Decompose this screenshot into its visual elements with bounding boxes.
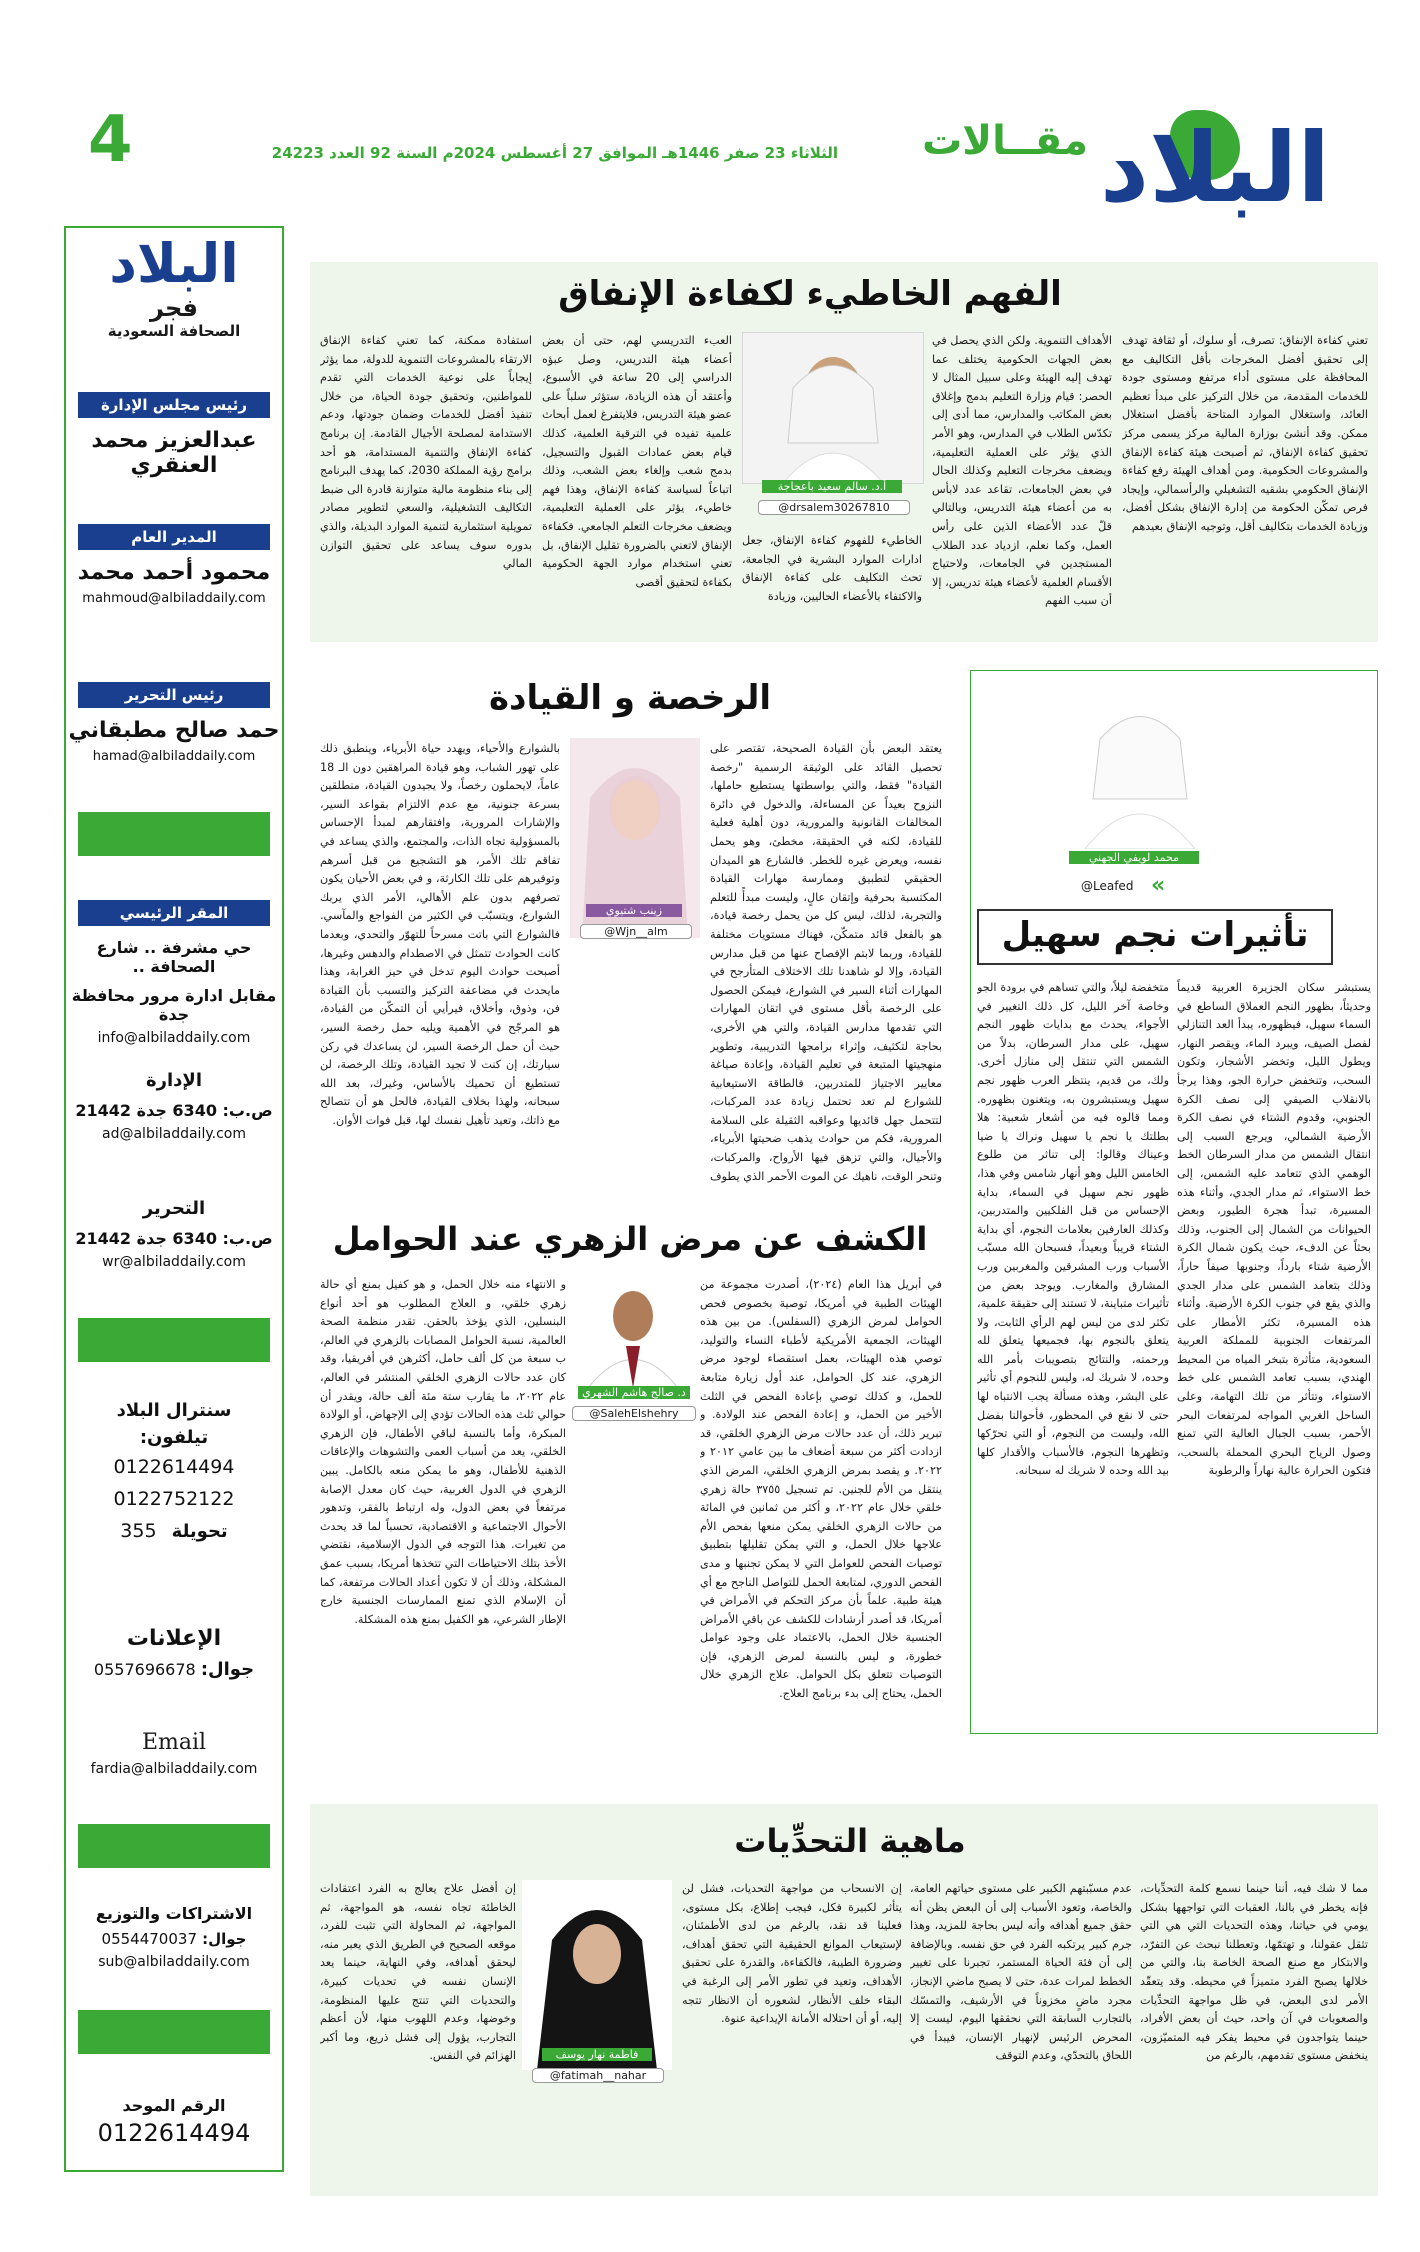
article-column: إن الانسحاب من مواجهة التحديات، فشل لن يتأثر لكبيرة فكل، فيجب إطلاع، بكل مستوى، فعلينا قد نقد، بالرغم من لدى الأطمئنان، لإستيعاب الموانع الحقيقية التي تحقق أهداف، وضرورة الطيبة، فالكفاءة، والقدرة على تحقيق الأهداف، وتعيد في تطور الأمر إلى الرغبة في البقاء خلف الأنظار، لشعوره أن الانظار تتجه إليه، أو أن احتلاله الأمانة الإيداعية عنوة. [682, 1882, 902, 2026]
admin-label: الإدارة [146, 1070, 202, 1091]
masthead-brand: البلاد [1099, 112, 1331, 224]
article-column: يعتقد البعض بأن القيادة الصحيحة، تقتصر على تحصيل القائد على الوثيقة الرسمية "رخصة القيادة" فقط، والتي بواسطتها يستطيع حاملها، النزوح بعيداً عن المساءلة، والدخول في دائرة المخالفات القانونية والمرورية، دون أهلية فعلية للقيادة، لكنه في الحقيقة، مخطئ، وهو يحمل نفسه، ويعرض غيره للخطر. فالشارع هو الميدان الحقيقي لتطبيق وممارسة مهارات القيادة المكتسبة بحرفية وإتقان عالٍ، وليست مبدأً للتعلم والتجربة، لذلك، ليس كل من يحمل رخصة قيادة، هو بالفعل قائد متمكّن، فهناك مستويات مختلفة للقيادة، وربما لابتم الإفصاح عنها من قبل مدارس القيادة، وإلا لو شاهدنا تلك الاختلاف المتأرجح في المهارات أثناء السير في الشوارع، فيمكن الحصول على الرخصة بأقل مستوى في اتقان المهارات التي تقدمها مدارس القيادة، والتي هي الأخرى، بحاجة لتكثيف، وإثراء برامجها التدريبية، وتطوير منهجيتها المتبعة في تعليم القيادة، وإعادة صياغة معايير الاجتياز للمتدربين، فالطاقة الاستيعابية للشوارع لم تعد تحتمل زيادة عدد المركبات، لتتحمل جهل قائديها وعواقبه الثقيلة على السلامة المرورية، فكم من حوادث يذهب ضحيتها الأبرياء، والأجيال، والتي تزهق فيها الأرواح، والمركبات، وتنحر الوقت، ناهيك عن الموت الأحمر الذي يطوف [710, 742, 942, 1183]
article-column: الخاطيء للفهوم كفاءة الإنفاق، جعل ادارات الموارد البشرية في الجامعة، تحث التكليف على كفاءة الإنفاق والاكتفاء بالأعضاء الحاليين، وزيادة [742, 534, 922, 603]
ads-mobile: 0557696678 [93, 1660, 196, 1679]
unified-label: الرقم الموحد [122, 2096, 226, 2115]
author-portrait-icon [743, 333, 923, 483]
section-title: مقــالات [922, 118, 1088, 164]
author-portrait-icon [1055, 679, 1225, 849]
editor-label: رئيس التحرير [78, 682, 270, 708]
editorial-email[interactable]: wr@albiladdaily.com [102, 1254, 246, 1270]
gm-name: محمود أحمد محمد [77, 560, 271, 585]
page-number: 4 [88, 103, 133, 177]
sidebar-green-bar [78, 1824, 270, 1868]
author-name: فاطمة نهار يوسف [542, 2048, 652, 2061]
author-handle-row [1031, 873, 1251, 901]
author-portrait-icon [522, 1880, 672, 2070]
sidebar-green-bar [78, 812, 270, 856]
sidebar-tagline-1: فجر [150, 294, 198, 322]
admin-pobox: ص.ب: 6340 جدة 21442 [75, 1101, 273, 1120]
subs-mobile: 0554470037 [101, 1930, 197, 1948]
author-handle[interactable]: @drsalem30267810 [758, 500, 910, 515]
ads-mobile-label: جوال: [200, 1659, 255, 1680]
article-column: الأهداف التنموية. ولكن الذي يحصل في بعض الجهات الحكومية يختلف عما تهدف إليه الهيئة وعلى سبيل المثال لا الحصر: قيام وزارة التعليم بدمج وإغلاق بعض المكاتب والمدارس، مما أدى إلى تكدّس الطلاب في المدارس، وهو الأمر الذي يؤثر على العملية التعليمية، ويضعف مخرجات التعليم وكذلك الحال في بعض الجامعات، تقاعد عدد لابأس به من أعضاء هيئة التدريس، وبالتالي قلّ عدد الأعضاء الذين على رأس العمل، وكما نعلم، ازدياد عدد الطلاب المستجدين في الجامعات، ولاحتياج الأقسام العلمية لأعضاء هيئة تدريس، إلا أن سبب الفهم [932, 334, 1112, 608]
sidebar-green-bar [78, 2010, 270, 2054]
ads-email[interactable]: fardia@albiladdaily.com [90, 1761, 258, 1777]
article-title: ماهية التحدِّيات [734, 1822, 966, 1860]
editor-email[interactable]: hamad@albiladdaily.com [92, 749, 256, 764]
article-column: العبء التدريسي لهم، حتى أن بعض أعضاء هيئة التدريس، وصل عبؤه الدراسي إلى 20 ساعة في الأسبوع، وأعتقد أن هذه الزيادة، ستؤثر سلباً على عضو هيئة التدريس، فلايتفرغ لعمل أبحاث علمية تفيده في الترقية العلمية، كذلك قيام بعض عمادات القبول والتسجيل، بدمج شعب وإلغاء بعض الشعب، وذلك اتباعاً لسياسة كفاءة الإنفاق، وهذا فهم خاطيء، يؤثر على العملية التعليمية، ويضعف مخرجات التعلم الجامعي. فكفاءة الإنفاق لاتعني بالضرورة تقليل الإنفاق، بل تعني استخدام موارد الجهة الحكومية بكفاءة لتحقيق أقصى [542, 334, 732, 589]
article-column: متخفضة ليلاً، والتي تساهم في برودة الجو وخاصة آخر الليل، كل ذلك التغيير في الأجواء، يحدث مع بدايات ظهور النجم سهيل، على مدار السرطان، بدلاً من الشمس التي تنتقل إلى منازل أخرى. ولك، من قديم، ينتظر العرب ظهور نجم سهيل ويستبشرون به، ويتغنون بظهوره. ومما قالوه فيه من أشعار شعبية: هلا بطلتك يا نجم يا سهيل ونراك يا ضيا وعيناك وقالوا: إلى تناثر من طلوع الخامس الليل وهو أنهار شامس وفي هذا، ظهور نجم سهيل في السماء، بداية الإحساس من قبل الفلكيين والمتدربين، وكذلك العارفين بعلامات النجوم، أي بداية الشتاء قريباً وبعيداً، فسبحان الله مسبّب الأسباب ورب المشرقين والمغربين ورب المشارق والمغارب. ويوجد بعض من تأثيرات متباينة، لا تستند إلى حقيقة علمية، تكثر لدى من ليس لهم الرأي الثابت، ولا يتعلق بالنجوم بها، فجميعها يتعلق لله ورحمته، والنتائج بتصويبات بأمر الله وحده، لا شريك له، وليس للنجوم أي تأثير على البشر، وهذه مسألة يجب الانتباه لها حتى لا نقع في المحظور، فأحوالنا بفضل الله، وليست من النجوم، أو التي تحرّكها وتظهرها النجوم، فالأسباب والأقدار كلها بيد الله وحده لا شريك له سبحانه. [977, 981, 1169, 1478]
sidebar-brand: البلاد [109, 232, 239, 295]
editorial-label: التحرير [142, 1198, 206, 1219]
sidebar-green-bar [78, 1318, 270, 1362]
hq-label: المقر الرئيسي [78, 900, 270, 926]
board-chair-label: رئيس مجلس الإدارة [78, 392, 270, 418]
sidebar-tagline-2: الصحافة السعودية [107, 322, 241, 340]
email-label: Email [141, 1730, 207, 1755]
author-photo [1055, 679, 1225, 849]
phone-1: 0122614494 [113, 1456, 235, 1478]
phone-2: 0122752122 [113, 1488, 235, 1510]
article-column: في أبريل هذا العام (٢٠٢٤)، أصدرت مجموعة من الهيئات الطبية في أمريكا، توصية بخصوص فحص الحوامل لمرض الزهري (السفلس). من بين هذه الهيئات، الجمعية الأمريكية لأطباء النساء والتوليد، توصي هذه الهيئات، بعمل استقصاء لوجود مرض الزهري، عند كل الحوامل، عند أول زيارة متابعة للحمل، و كذلك توصي بإعادة الفحص في الثلث الأخير من الحمل، و إعادة الفحص عند الولادة. و تبرير ذلك، أن عدد حالات مرض الزهري الخلقي، قد ازدادت أكثر من سبعة أضعاف ما بين عامي ٢٠١٢ و ٢٠٢٢. و يقصد بمرض الزهري الخلقي، المرض الذي ينتقل من الأم للجنين. تم تسجيل ٣٧٥٥ حالة زهري خلقي خلال عام ٢٠٢٢، و أكثر من ثمانين في المائة من حالات الزهري الخلقي يمكن منعها بفحص الأم علاجها خلال الحمل، و التي يمكن تقليلها بتطبيق توصيات الفحص للعوامل التي لا يمكن تجنبها و مدى الفحص الدوري، لمتابعة الحمل للتواصل الناجح مع أي هيئة طبية. علماً بأن مركز التحكم في الأمراض في أمريكا، قد أصدر أرشادات للكشف عن باقي الأمراض الجنسية خلال الحمل، بالاعتماد على وجود عوامل خطورة، و ليس بالنسبة لمرض الزهري، فإن التوصيات تتعلق بكل الحوامل. علاج الزهري خلال الحمل، يحتاج إلى بدء برنامج العلاج. [700, 1278, 942, 1701]
author-handle[interactable]: @SalehElshehry [572, 1406, 696, 1421]
author-photo [742, 332, 924, 484]
author-name: أ.د. سالم سعيد باعجاجة [762, 480, 902, 493]
article-title: الفهم الخاطيء لكفاءة الإنفاق [558, 274, 1062, 314]
article-license-driving [310, 670, 950, 1190]
subs-label: الاشتراكات والتوزيع [95, 1904, 253, 1923]
chevron-left-icon: « [1151, 873, 1166, 898]
article-column: مما لا شك فيه، أننا حينما نسمع كلمة التحدِّيات، فإنه يخطر في بالنا، العقبات التي تواجهها بشكل يومي في حياتنا، وهذه التحديات التي هي التي تثقل عقولنا، و تهتمّها، وتعطلنا نبحث عن التفرّد، والابتكار مع صنع الصحة الخاصة بنا، والتي من خلالها يصبح الفرد متميزاً في محيطه. وقد يتعقّد الأمر لدى البعض، في ظل مواجهة التحدِّيات والصعوبات في آن واحد، حيث أن بعض الأفراد، حينما يتواجدون في محيط يفكر فيه المتميّزون، ينخفض مستوى تقدمهم، بالرغم من [1140, 1882, 1368, 2063]
subs-email[interactable]: sub@albiladdaily.com [98, 1954, 250, 1970]
article-column: يستبشر سكان الجزيرة العربية قديماً وحديثاً، بظهور النجم العملاق الساطع في السماء سهيل، فيظهوره، يبدأ العد التنازلي لفصل الصيف، ويبرد الماء، ويقصر النهار، ويطول الليل، وتخضر الأشجار، وتكون السحب، وتنخفض حرارة الجو، وهذا يرجأ بالانقلاب الصيفي إلى نصف الكرة الجنوبي، وقدوم الشتاء في نصف الكرة الأرضية الشمالي، ويرجع السبب إلى انتقال الشمس من مدار السرطان الخط الوهمي الذي تتعامد عليه الشمس، إلى خط الاستواء، ثم مدار الجدي، وأثناء هذه المسيرة، تبدأ هجرة الطيور، وبعض الحيوانات من الشمال إلى الجنوب، وذلك بحثاً عن الدفء، حيث يكون شمال الكرة الأرضية شتاء بارداً، وجنوبها صيفاً حاراً، وذلك بتعامد الشمس على مدار الجدي والذي يقع في جنوب الكرة الأرضية. وأثناء هذه المسيرة، تكثر الأمطار على المرتفعات الجنوبية للمملكة العربية السعودية، متأثرة بتبخر المياه من المحيط الهندي، بسبب تعامد الشمس على خط الاستواء، وتتأثر من تلك التهامة، وعلى الساحل الغربي المواجه لمرتفعات البحر الأحمر، بسبب الجبال العالية التي تمنع وصول الرياح البحري المحملة بالسحب، فتكون الحرارة عالية نهاراً والرطوبة [1177, 981, 1371, 1478]
author-name: زينب شتيوي [586, 904, 682, 917]
ads-label: الإعلانات [126, 1626, 222, 1651]
author-handle[interactable]: @Wjn__alm [580, 924, 692, 939]
article-suhail-star [970, 670, 1378, 1734]
masthead-sidebar [64, 226, 284, 2172]
article-title: تأثيرات نجم سهيل [1001, 915, 1309, 955]
author-photo [522, 1880, 672, 2070]
unified-number: 0122614494 [97, 2119, 251, 2147]
author-portrait-icon [576, 1276, 690, 1388]
article-column: تعني كفاءة الإنفاق: تصرف، أو سلوك، أو ثقافة تهدف إلى تحقيق أفضل المخرجات بأقل التكاليف مع المحافظة على مستوى أداء مرتفع ومستوى جودة للخدمات المقدمة، من خلال التركيز على مبدأ تعظيم العائد، واستغلال الموارد المتاحة بأفضل استغلال ممكن. وقد أنشئ بوزارة المالية مركز يسمى مركز تحقيق كفاءة الإنفاق، ثم أصبحت هيئة كفاءة الإنفاق والمشروعات الحكومية. ومن أهداف الهيئة رفع كفاءة الإنفاق الحكومي بشقيه التشغيلي والرأسمالي، وإيجاد فرص تمكّن الحكومة من إدارة الإنفاق بشكل أفضل، وزيادة الخدمات بتكاليف أقل، وتوجيه الإنفاق بعيدهم [1122, 334, 1368, 533]
article-column: إن أفضل علاج يعالج به الفرد اعتقادات الخاطئة تجاه نفسه، هو المواجهة، ثم المواجهة، ثم المحاولة التي تثبت للفرد، موقعه الصحيح في الطريق الذي يعبر منه، ليحقق أهدافه، وفي النهاية، حينما يعد الإنسان نفسه في تحديات كبيرة، والتحديات التي تنتج عليها المنظومة، وخوضها، وعدم اللهوب منها، لأن أعظم التجارب، يؤول إلى فشل ذريع، وما أكبر الهزائم في النفس. [320, 1882, 516, 2063]
author-handle[interactable]: @Leafed [1081, 879, 1134, 893]
date-line: الثلاثاء 23 صفر 1446هـ الموافق 27 أغسطس 2024م السنة 92 العدد 24223 [271, 144, 838, 162]
author-handle[interactable]: @fatimah__nahar [532, 2068, 664, 2083]
article-title: الكشف عن مرض الزهري عند الحوامل [332, 1220, 928, 1258]
title-box [977, 909, 1333, 965]
article-syphilis-screening [310, 1210, 950, 1740]
board-chair-name: عبدالعزيز محمد العنقري [91, 428, 257, 478]
article-column: و الانتهاء منه خلال الحمل، و هو كفيل بمنع أي حالة زهري خلقي، و العلاج المطلوب هو أحد أنواع البنسلين، الذي يؤخذ بالحقن. تقدر منظمة الصحة العالمية، نسبة الحوامل المصابات بالزهري في العالم، ب سبعة من كل ألف حامل، أكثرهن في أفريقيا، وقد كان عدد حالات الزهري الخلقي المنتشر في العالم، عام ٢٠٢٢، ما يقارب ستة مئة ألف حالة، ويقدر أن حوالي ثلث هذه الحالات تؤدي إلى الإجهاض، أو الولادة المبكرة، وأما بالنسبة لباقي الأطفال، فإن الزهري الخلقي، يعد من أسباب العمى والتشوهات والإعاقات الذهنية للأطفال، وهو ما يمكن منعه بالكامل. يبين الزهري في الدول الغربية، حيث كان معدل الإصابة مرتفعاً في بعض الدول، وله ارتباط بالفقر، وتدهور الأحوال الاجتماعية و الاقتصادية، تحسباً لما قد يحدث من تغيرات. هذا التوجه في الدول الإسلامية، نقتضي الأخذ بتلك الاحتياطات التي تتخذها أمريكا، بسبب عمق المشكلة، وذلك أن لا تكون أعداد الحالات مرتفعة، كما أن الإسلام الذي تمنع الممارسات الجنسية خارج الإطار الشرعي، هو الكفيل بمنع هذه المشكلة. [320, 1278, 566, 1626]
article-title: الرخصة و القيادة [488, 678, 772, 718]
article-column: بالشوارع والأحياء، ويهدد حياة الأبرياء، وينطبق ذلك على تهور الشباب، وهو قيادة المراهقين دون الـ 18 عاماً، لايحملون رخصاً، ولا يجيدون القيادة، منطلقين بسرعة جنونية، مع عدم الالتزام بقواعد السير، والإشارات المرورية، وافتقارهم لمبدأ الإحساس بالمسؤولية تجاه الذات، والمجتمع، والذي يساعد في تفاقم تلك الأمر، هو التشجيع من قبل أسرهم وتوفيرهم على تلك الكارثة، و في بعض الأحيان يكون تصرفهم بدون علم الأهالي، الأمر الذي يربك الشوارع، ويتسبّب في الكثير من الفواجع والمآسي. فالشوارع التي باتت مسرحاً للتهوّر والتحدي، وبعدما كانت الحوادث تتمثل في الاصطدام والدهس وغيرها، أصبحت حوادث اليوم تدخل في حيز الغرابة، وهذا مايحدث في مضاعفة التركيز والتسبب بأن القيادة فن، وذوق، وأخلاق، فيرأيي أن التمكّن من القيادة، هو المرجّح في الأهمية ويليه حمل رخصة السير، حيث أن حمل الرخصة السير، لن يساعدك في ركن سيارتك، إن كنت لا تجيد القيادة، وتلك الرخصة، لن تستطيع أن تحميك بالأساس، وغيرك، بعد الله سبحانه، ولهذا بخلاف القيادة، فالحل هو أن تتصالح مع ذاتك، وتعيد تأهيل نفسك لها، قبل فوات الأوان. [320, 742, 560, 1127]
central-label: سنترال البلاد [116, 1400, 232, 1421]
article-column: استفادة ممكنة، كما تعني كفاءة الإنفاق الارتقاء بالمشروعات التنموية للدولة، مما يؤثر إيجاباً على نوعية الخدمات التي تقدم للمواطنين، وتحقيق جودة الحياة، من خلال تنفيذ أفضل للخدمات وضمان جودتها، ودعم الاستدامة لمصلحة الأجيال القادمة. إن برنامج كفاءة الإنفاق والتنمية المستدامة، هو أحد برامج رؤية المملكة 2030، كما يهدف البرنامج إلى بناء منظومة مالية متوازنة قادرة الى ضبط التكاليف التشغيلية، والسعي لتطوير مصادر تمويلية استثمارية لتنمية الموارد البديلة، والذي بدوره سوف يساعد على تحقيق التوازن المالي [320, 334, 532, 571]
phone-label: تيلفون: [139, 1427, 209, 1448]
article-spending-efficiency [310, 262, 1378, 642]
article-column: عدم مسبّبتهم الكبير على مستوى حياتهم العامة، والخاصة، وتعود الأسباب إلى أن البعض يظن أنه حقق جميع أهدافه وأنه ليس بحاجة للمزيد، وهذا جرم كبير يرتكبه الفرد في حق نفسه. وبالإضافة إلى أن فئة الحياة المستمر، تجبرنا على تغيير الخطط لمرات عدة، حتى لا يصبح ماضي الإنجاز، مجرد ماضٍ مخزوناً في الأرشيف، والتمسّك بالتجارب السابقة التي نحققها اليوم، ليست إلا المحرض الرئيس لإنهيار الإنسان، فيبدأ في اللحاق بالتحدّي، وعدم التوقف [910, 1882, 1132, 2063]
editor-name: حمد صالح مطبقاني [68, 718, 280, 743]
ext-number: 355 [120, 1520, 157, 1542]
hq-line-1: حي مشرفة .. شارع الصحافة .. [96, 938, 252, 976]
hq-email[interactable]: info@albiladdaily.com [97, 1030, 251, 1046]
author-photo [576, 1276, 690, 1388]
ext-label: تحويلة [171, 1521, 228, 1542]
admin-email[interactable]: ad@albiladdaily.com [102, 1126, 246, 1142]
subs-mobile-label: جوال: [202, 1930, 247, 1948]
author-name: محمد لويفي الجهني [1069, 851, 1199, 864]
article-challenges [310, 1804, 1378, 2196]
author-name: د. صالح هاشم الشهري [578, 1386, 690, 1399]
editorial-pobox: ص.ب: 6340 جدة 21442 [75, 1229, 273, 1248]
masthead-logo [1090, 100, 1340, 230]
hq-line-2: مقابل ادارة مرور محافظة جدة [71, 986, 277, 1024]
gm-email[interactable]: mahmoud@albiladdaily.com [82, 591, 266, 606]
gm-label: المدير العام [78, 524, 270, 550]
